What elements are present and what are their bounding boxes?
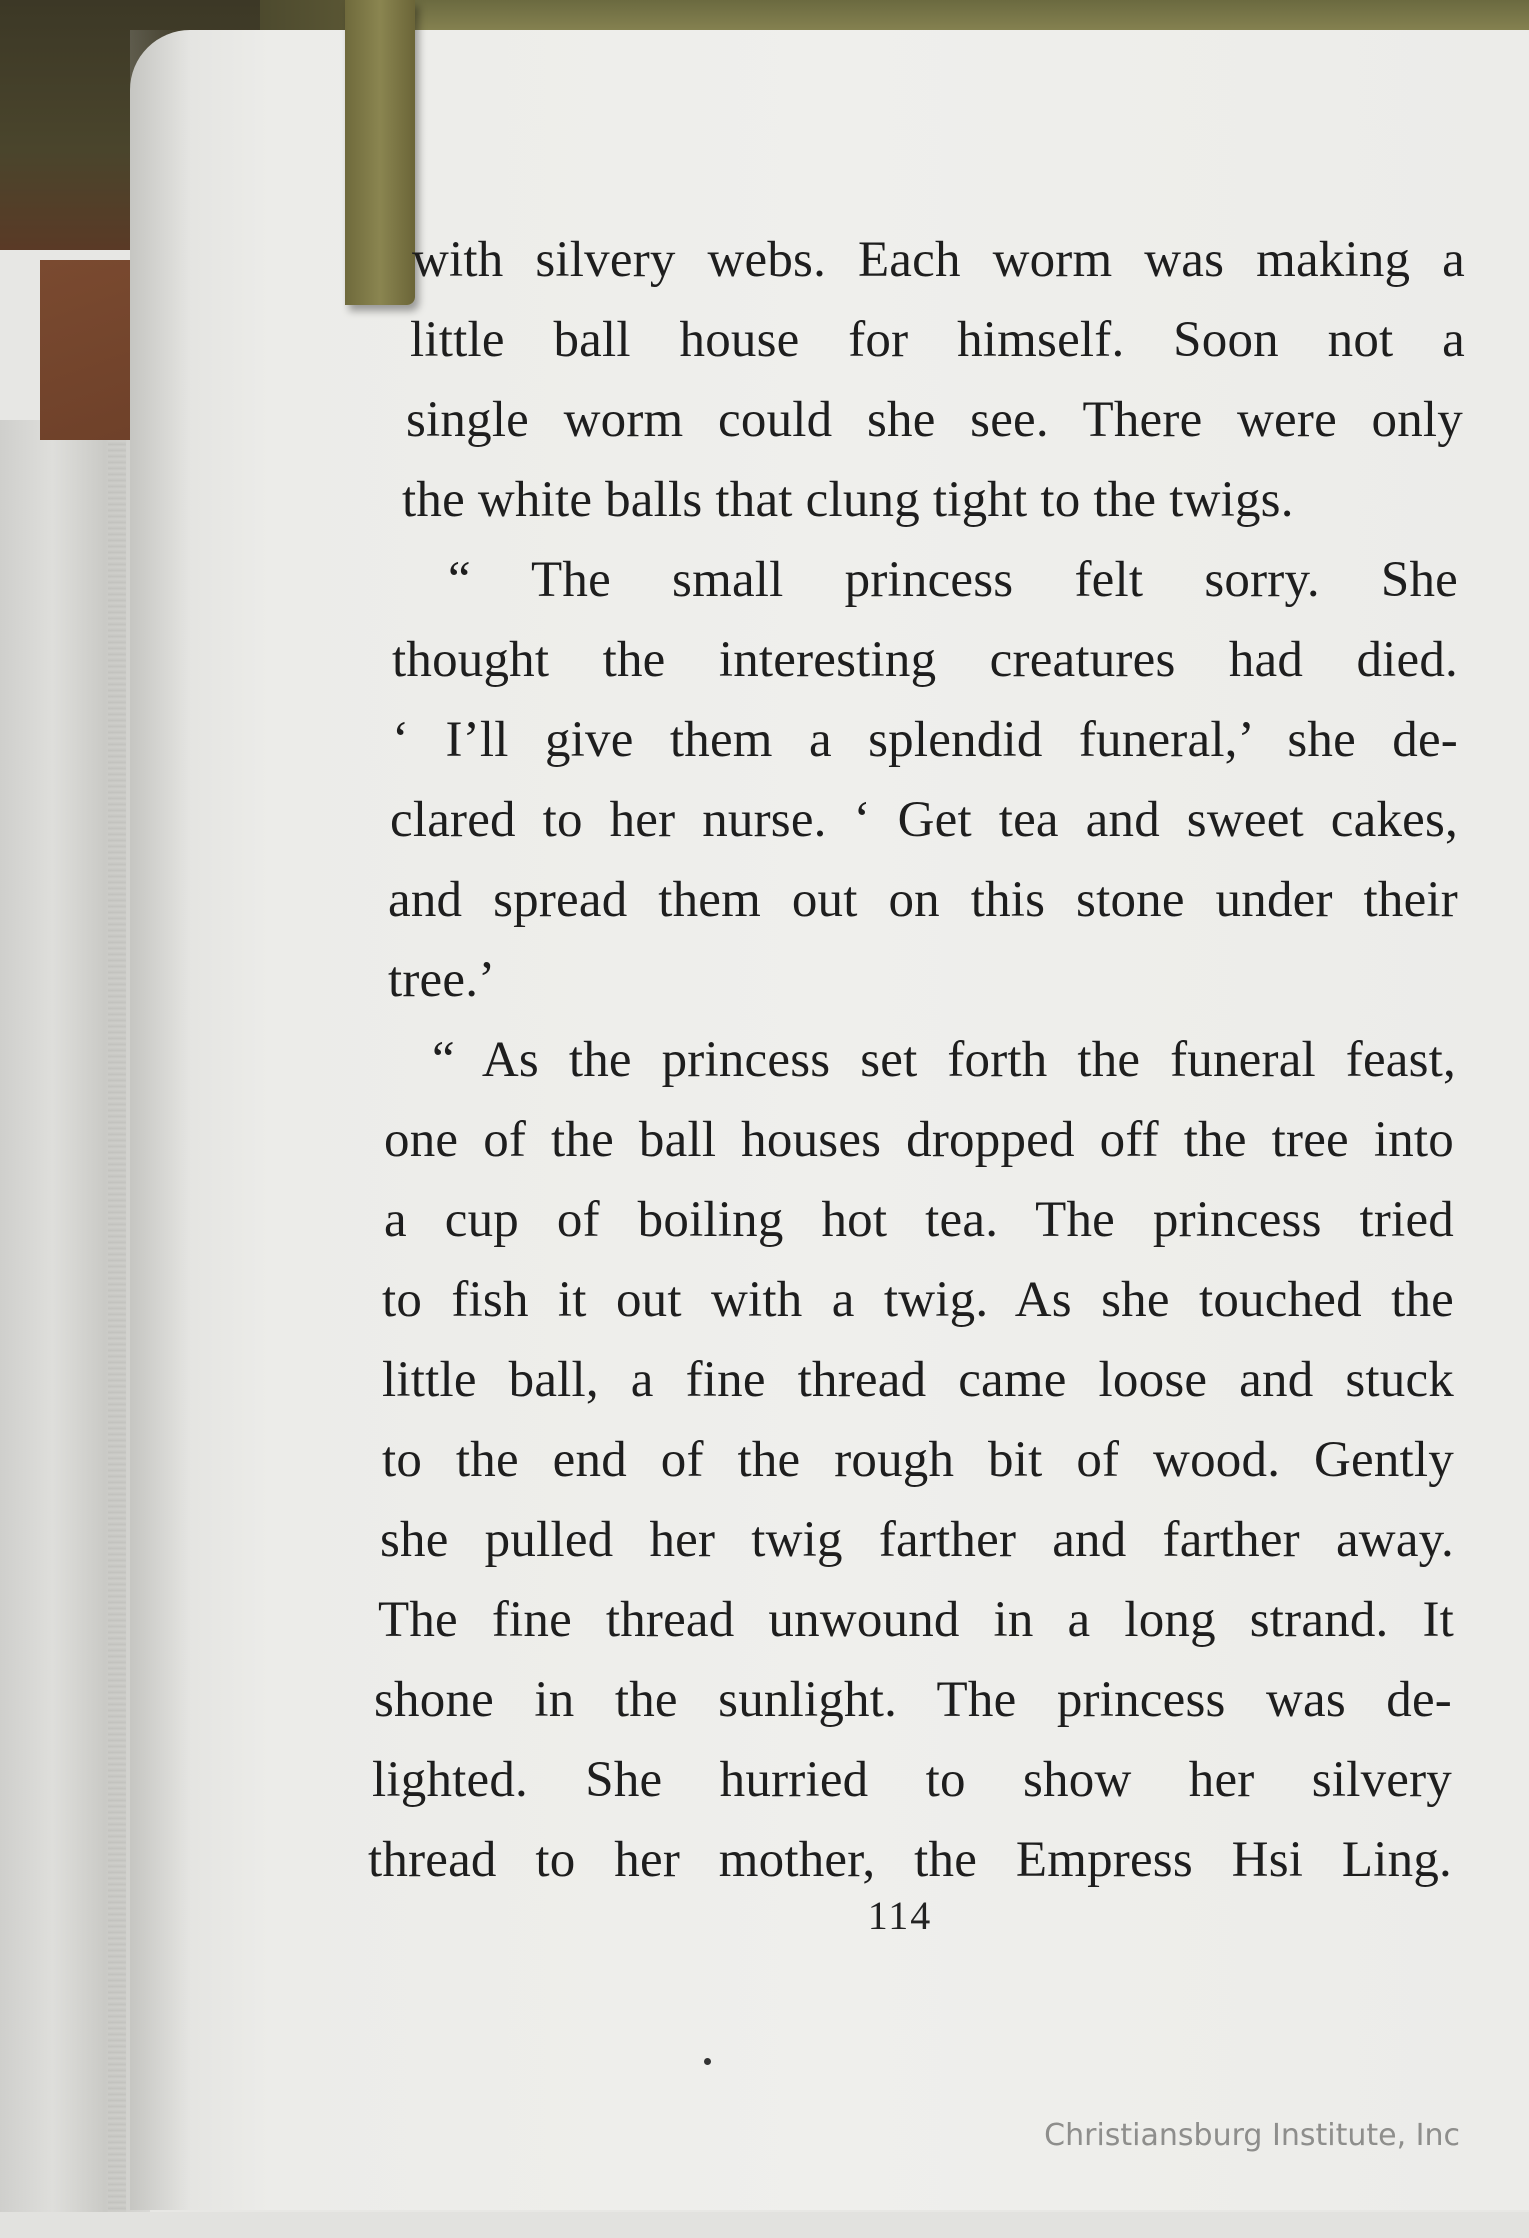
text-line: clared to her nurse. ‘ Get tea and sweet cakes,: [390, 792, 1458, 848]
text-line: thread to her mother, the Empress Hsi Ling.: [368, 1832, 1452, 1888]
page-stack-edge: [0, 420, 150, 2238]
bottom-edge: [0, 2212, 1529, 2238]
text-line: to fish it out with a twig. As she touched the: [382, 1272, 1454, 1328]
text-line: with silvery webs. Each worm was making a: [412, 232, 1465, 288]
text-line: “ As the princess set forth the funeral feast,: [432, 1032, 1456, 1088]
text-line: lighted. She hurried to show her silvery: [372, 1752, 1452, 1808]
text-line: tree.’: [388, 952, 496, 1008]
page-edges: [108, 420, 126, 2238]
text-line: ‘ I’ll give them a splendid funeral,’ she de-: [392, 712, 1458, 768]
text-line: one of the ball houses dropped off the tree into: [384, 1112, 1454, 1168]
text-line: “ The small princess felt sorry. She: [448, 552, 1458, 608]
page-number: 114: [867, 1893, 933, 1938]
text-line: the white balls that clung tight to the twigs.: [402, 472, 1294, 528]
text-line: shone in the sunlight. The princess was de-: [374, 1672, 1452, 1728]
ink-speck: [704, 2058, 711, 2065]
text-line: little ball house for himself. Soon not a: [410, 312, 1465, 368]
text-line: she pulled her twig farther and farther away.: [380, 1512, 1454, 1568]
page-gutter-shadow: [130, 30, 190, 2210]
text-line: a cup of boiling hot tea. The princess tried: [384, 1192, 1454, 1248]
text-line: to the end of the rough bit of wood. Gently: [382, 1432, 1454, 1488]
text-line: single worm could she see. There were only: [406, 392, 1463, 448]
text-line: and spread them out on this stone under their: [388, 872, 1458, 928]
watermark: Christiansburg Institute, Inc: [1044, 2118, 1460, 2153]
text-line: thought the interesting creatures had died.: [392, 632, 1458, 688]
text-line: little ball, a fine thread came loose and stuck: [382, 1352, 1454, 1408]
text-line: The fine thread unwound in a long strand. It: [378, 1592, 1454, 1648]
body-text: [370, 220, 1465, 1900]
